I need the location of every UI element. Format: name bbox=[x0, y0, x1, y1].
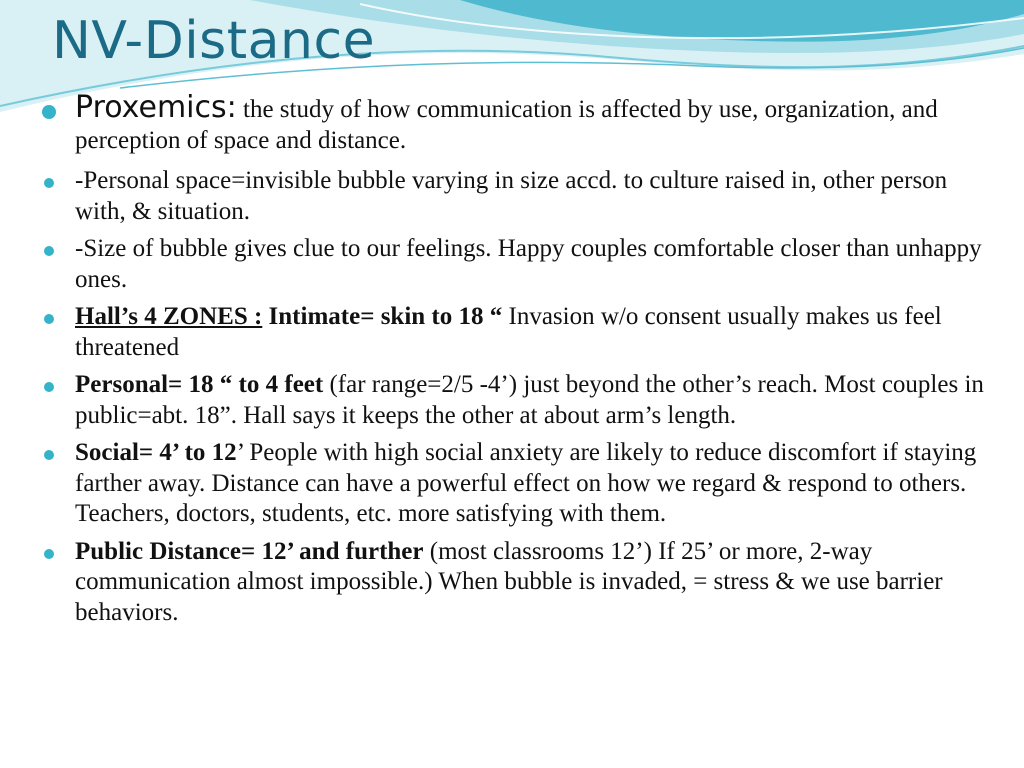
bullet-dot-icon bbox=[44, 314, 54, 324]
bullet-emphasis: Hall’s 4 ZONES : bbox=[75, 303, 263, 330]
bullet-term: Proxemics: bbox=[75, 90, 237, 125]
bullet-item-public-distance bbox=[40, 537, 1000, 629]
bullet-text: the study of how communication is affected by use, organization, and perception of space and distance. bbox=[75, 96, 938, 154]
bullet-item-personal-space bbox=[40, 166, 1000, 227]
bullet-list bbox=[40, 90, 1000, 635]
bullet-bold: Personal= 18 “ to 4 feet bbox=[75, 371, 324, 398]
bullet-item-personal-zone bbox=[40, 370, 1000, 431]
bullet-bold: Social= 4’ to 12 bbox=[75, 439, 237, 466]
bullet-dot-icon bbox=[44, 178, 54, 188]
bullet-dot-icon bbox=[44, 549, 54, 559]
slide-title: NV-Distance bbox=[52, 11, 376, 71]
bullet-dot-icon bbox=[44, 382, 54, 392]
bullet-item-bubble-size bbox=[40, 234, 1000, 295]
bullet-bold: Public Distance= 12’ and further bbox=[75, 537, 424, 565]
bullet-dot-icon bbox=[44, 450, 54, 460]
bullet-text: (far range=2/5 -4’) just beyond the other’s reach. Most couples in public=abt. 18”. Hall says it keeps the other at about arm’s length. bbox=[75, 371, 984, 429]
bullet-item-social-zone bbox=[40, 438, 1000, 530]
bullet-text: -Size of bubble gives clue to our feelings. Happy couples comfortable closer than unhappy ones. bbox=[75, 235, 982, 293]
bullet-text: (most classrooms 12’) If 25’ or more, 2-way communication almost impossible.) When bubble is invaded, = stress & we use barrier behaviors. bbox=[75, 537, 943, 626]
bullet-item-proxemics bbox=[40, 90, 1000, 156]
bullet-bold: Intimate= skin to 18 “ bbox=[262, 303, 503, 330]
bullet-dot-icon bbox=[44, 246, 54, 256]
bullet-text: -Personal space=invisible bubble varying in size accd. to culture raised in, other person with, & situation. bbox=[75, 167, 948, 225]
bullet-item-halls-zones bbox=[40, 302, 1000, 363]
bullet-dot-icon bbox=[42, 105, 56, 119]
bullet-text: ’ People with high social anxiety are likely to reduce discomfort if staying farther away. Distance can have a powerful effect on how we regard & respond to others. Teachers, doctors, students, etc. more satisfying with them. bbox=[75, 439, 977, 527]
bullet-text: Invasion w/o consent usually makes us feel threatened bbox=[75, 303, 942, 361]
